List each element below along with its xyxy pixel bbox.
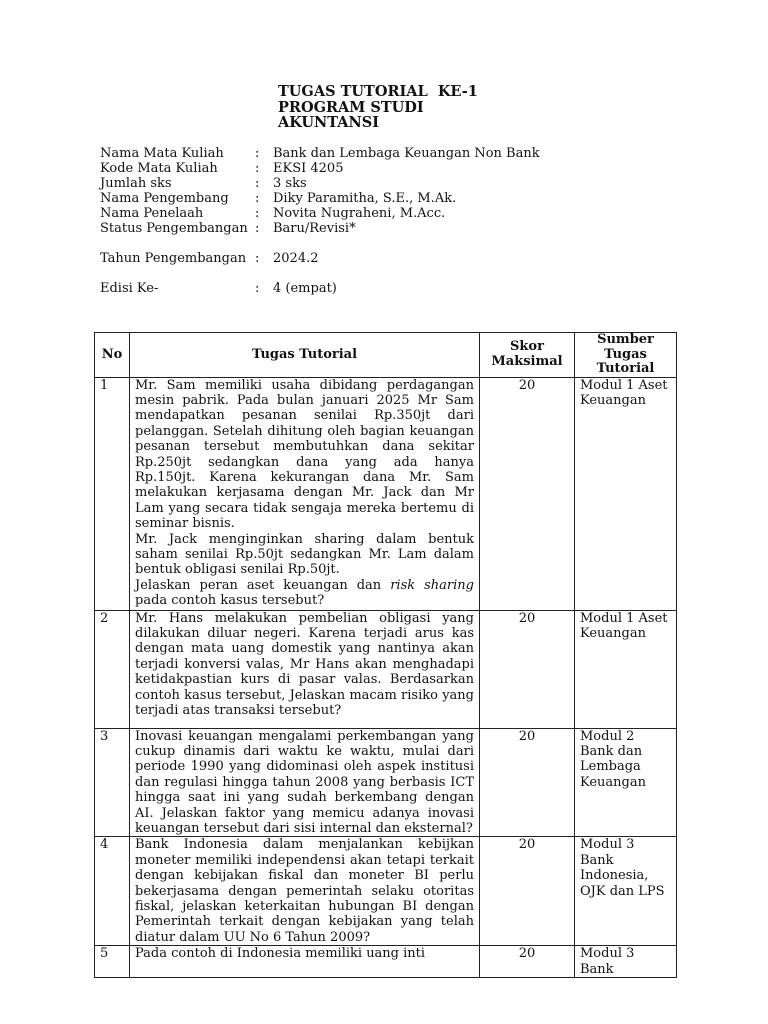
header-task: Tugas Tutorial bbox=[130, 333, 480, 378]
task-paragraph: Inovasi keuangan mengalami perkembangan yang cukup dinamis dari waktu ke waktu, mulai dari periode 1990 yang didominasi oleh aspek institusi dan regulasi hingga tahun 2008 yang berbasis ICT hingga saat ini yang sudah berkembang dengan AI. Jelaskan faktor yang memicu adanya inovasi keuangan tersebut dari sisi internal dan eksternal? bbox=[135, 728, 474, 836]
task-source: Modul 2 Bank dan Lembaga Keuangan bbox=[575, 728, 677, 837]
meta-colon: : bbox=[255, 251, 260, 266]
meta-label: Nama Pengembang bbox=[100, 191, 229, 206]
meta-value: 3 sks bbox=[273, 176, 307, 191]
task-question-term: risk sharing bbox=[390, 577, 474, 593]
meta-colon: : bbox=[255, 176, 260, 191]
task-question bbox=[135, 578, 474, 609]
header-skor: Skor Maksimal bbox=[480, 333, 575, 378]
meta-row-year bbox=[100, 251, 660, 281]
meta-colon: : bbox=[255, 146, 260, 161]
meta-value: Novita Nugraheni, M.Acc. bbox=[273, 206, 446, 221]
meta-label: Status Pengembangan bbox=[100, 221, 248, 236]
meta-colon: : bbox=[255, 161, 260, 176]
table-row bbox=[95, 837, 677, 946]
meta-label: Tahun Pengembangan bbox=[100, 251, 247, 266]
max-score: 20 bbox=[480, 377, 575, 610]
task-source: Modul 3 Bank Indonesia, OJK dan LPS bbox=[575, 837, 677, 946]
table-row bbox=[95, 946, 677, 978]
row-number: 4 bbox=[95, 837, 130, 946]
table-row bbox=[95, 610, 677, 728]
meta-row-course-name bbox=[100, 146, 660, 161]
task-text bbox=[130, 946, 480, 978]
meta-value: EKSI 4205 bbox=[273, 161, 344, 176]
row-number: 2 bbox=[95, 610, 130, 728]
row-number: 1 bbox=[95, 377, 130, 610]
meta-row-status bbox=[100, 221, 660, 251]
meta-value: Bank dan Lembaga Keuangan Non Bank bbox=[273, 146, 540, 161]
task-source: Modul 1 Aset Keuangan bbox=[575, 610, 677, 728]
task-question-text: Jelaskan peran aset keuangan dan bbox=[135, 577, 391, 593]
meta-row-course-code bbox=[100, 161, 660, 176]
meta-value: 4 (empat) bbox=[273, 281, 337, 296]
task-source: Modul 3 Bank bbox=[575, 946, 677, 978]
task-question-text: pada contoh kasus tersebut? bbox=[135, 593, 325, 609]
title-line-1: TUGAS TUTORIAL KE-1 bbox=[278, 83, 478, 100]
task-text bbox=[130, 377, 480, 610]
max-score: 20 bbox=[480, 837, 575, 946]
meta-value: Diky Paramitha, S.E., M.Ak. bbox=[273, 191, 457, 206]
task-source: Modul 1 Aset Keuangan bbox=[575, 377, 677, 610]
task-paragraph: Mr. Sam memiliki usaha dibidang perdagangan mesin pabrik. Pada bulan januari 2025 Mr Sam mendapatkan pesanan senilai Rp.350jt dari pelanggan. Setelah dihitung oleh bagian keuangan pesanan tersebut membutuhkan dana sekitar Rp.250jt sedangkan dana yang ada hanya Rp.150jt. Karena kekurangan dana Mr. Sam melakukan kerjasama dengan Mr. Jack dan Mr Lam yang secara tidak sengaja mereka bertemu di seminar bisnis. bbox=[135, 377, 474, 532]
meta-value: Baru/Revisi* bbox=[273, 221, 356, 236]
meta-row-edition bbox=[100, 281, 660, 296]
meta-value: 2024.2 bbox=[273, 251, 319, 266]
meta-row-reviewer bbox=[100, 206, 660, 221]
meta-colon: : bbox=[255, 191, 260, 206]
meta-row-credits bbox=[100, 176, 660, 191]
max-score: 20 bbox=[480, 728, 575, 837]
document-title bbox=[278, 84, 478, 131]
task-text bbox=[130, 610, 480, 728]
max-score: 20 bbox=[480, 946, 575, 978]
meta-label: Edisi Ke- bbox=[100, 281, 159, 296]
title-line-2: PROGRAM STUDI bbox=[278, 98, 424, 116]
tutorial-task-table bbox=[94, 332, 677, 978]
title-line-3: AKUNTANSI bbox=[278, 114, 379, 131]
course-info bbox=[100, 146, 660, 296]
table-header-row bbox=[95, 333, 677, 378]
meta-label: Nama Penelaah bbox=[100, 206, 204, 221]
max-score: 20 bbox=[480, 610, 575, 728]
task-paragraph: Mr. Jack menginginkan sharing dalam bentuk saham senilai Rp.50jt sedangkan Mr. Lam dalam bentuk obligasi senilai Rp.50jt. bbox=[135, 531, 474, 578]
meta-label: Nama Mata Kuliah bbox=[100, 146, 224, 161]
task-paragraph: Pada contoh di Indonesia memiliki uang inti bbox=[135, 946, 426, 962]
meta-row-developer bbox=[100, 191, 660, 206]
meta-colon: : bbox=[255, 221, 260, 236]
task-paragraph: Mr. Hans melakukan pembelian obligasi yang dilakukan diluar negeri. Karena terjadi arus kas dengan mata uang domestik yang nantinya akan terjadi konversi valas, Mr Hans akan menghadapi ketidakpastian kurs di pasar valas. Berdasarkan contoh kasus tersebut, Jelaskan macam risiko yang terjadi atas transaksi tersebut? bbox=[135, 610, 474, 718]
meta-label: Jumlah sks bbox=[100, 176, 172, 191]
header-source: Sumber Tugas Tutorial bbox=[575, 333, 677, 378]
meta-label: Kode Mata Kuliah bbox=[100, 161, 218, 176]
table-row bbox=[95, 377, 677, 610]
task-text bbox=[130, 837, 480, 946]
row-number: 5 bbox=[95, 946, 130, 978]
header-no: No bbox=[95, 333, 130, 378]
meta-colon: : bbox=[255, 281, 260, 296]
meta-colon: : bbox=[255, 206, 260, 221]
table-row bbox=[95, 728, 677, 837]
task-paragraph: Bank Indonesia dalam menjalankan kebijkan moneter memiliki independensi akan tetapi terkait dengan kebijakan fiskal dan moneter BI perlu bekerjasama dengan pemerintah selaku otoritas fiskal, jelaskan keterkaitan hubungan BI dengan Pemerintah terkait dengan kebijakan yang telah diatur dalam UU No 6 Tahun 2009? bbox=[135, 837, 474, 945]
task-text bbox=[130, 728, 480, 837]
row-number: 3 bbox=[95, 728, 130, 837]
